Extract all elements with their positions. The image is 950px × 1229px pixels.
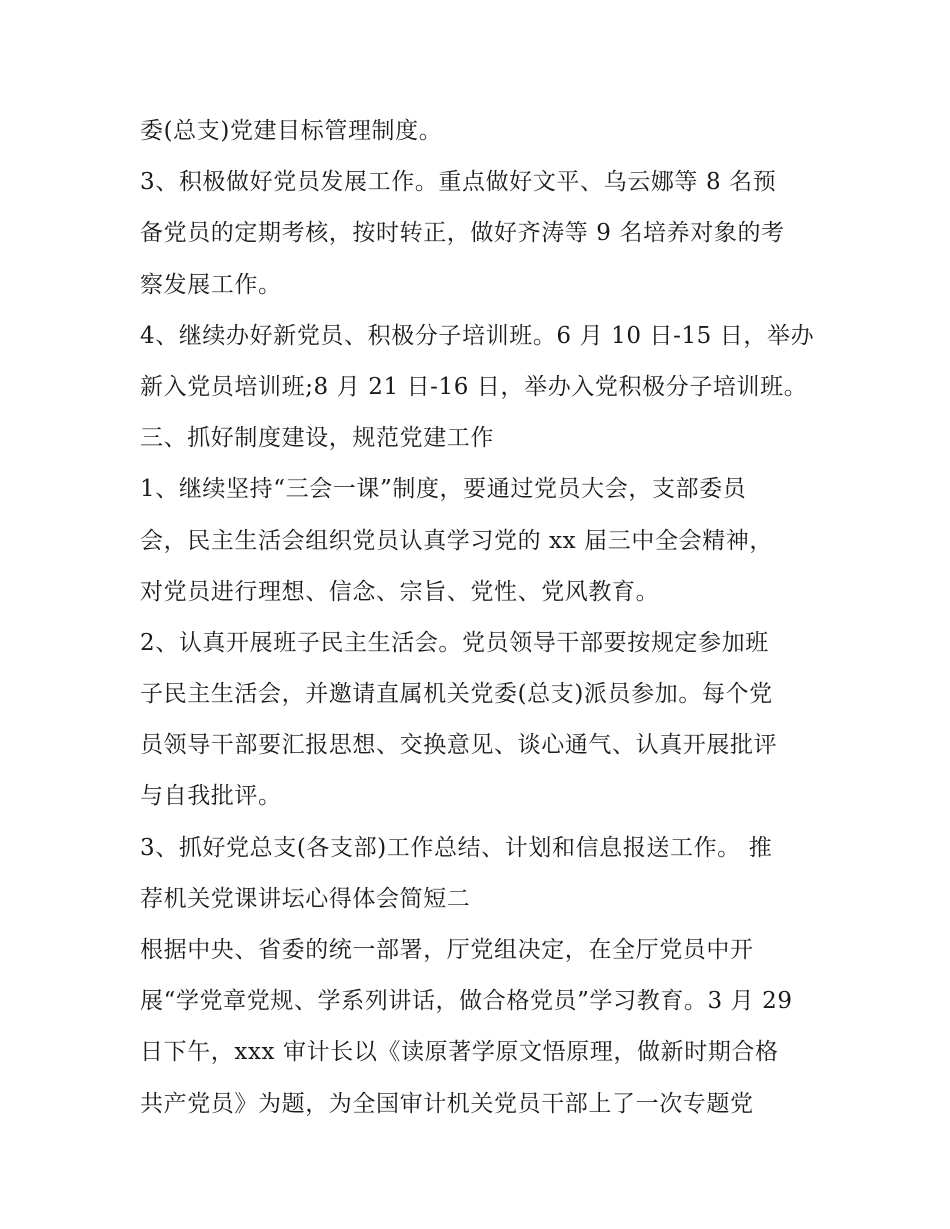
text-line: 3、抓好党总支(各支部)工作总结、计划和信息报送工作。 推 xyxy=(140,834,773,861)
text-line: 根据中央、省委的统一部署，厅党组决定，在全厅党员中开 xyxy=(140,937,754,963)
text-line: 1、继续坚持“三会一课”制度，要通过党员大会，支部委员 xyxy=(140,476,747,503)
text-line: 共产党员》为题，为全国审计机关党员干部上了一次专题党 xyxy=(140,1090,754,1117)
text-line: 4、继续办好新党员、积极分子培训班。6 月 10 日-15 日，举办 xyxy=(140,322,815,349)
text-line: 新入党员培训班;8 月 21 日-16 日，举办入党积极分子培训班。 xyxy=(140,373,808,400)
text-line: 荐机关党课讲坛心得体会简短二 xyxy=(140,885,471,912)
text-line: 与自我批评。 xyxy=(140,783,282,810)
text-line: 2、认真开展班子民主生活会。党员领导干部要按规定参加班 xyxy=(140,629,769,656)
text-line: 子民主生活会，并邀请直属机关党委(总支)派员参加。每个党 xyxy=(140,681,773,708)
document-body xyxy=(140,106,830,1130)
text-line: 察发展工作。 xyxy=(140,271,282,298)
text-line: 备党员的定期考核，按时转正，做好齐涛等 9 名培养对象的考 xyxy=(140,220,785,247)
text-line: 委(总支)党建目标管理制度。 xyxy=(140,118,443,144)
section-heading: 三、抓好制度建设，规范党建工作 xyxy=(140,425,494,452)
text-line: 展“学党章党规、学系列讲话，做合格党员”学习教育。3 月 29 xyxy=(140,988,793,1015)
text-line: 会，民主生活会组织党员认真学习党的 xx 届三中全会精神， xyxy=(140,527,773,554)
text-line: 员领导干部要汇报思想、交换意见、谈心通气、认真开展批评 xyxy=(140,732,778,759)
text-line: 日下午，xxx 审计长以《读原著学原文悟原理，做新时期合格 xyxy=(140,1039,779,1066)
text-line: 对党员进行理想、信念、宗旨、党性、党风教育。 xyxy=(140,578,660,605)
text-line: 3、积极做好党员发展工作。重点做好文平、乌云娜等 8 名预 xyxy=(140,169,777,196)
